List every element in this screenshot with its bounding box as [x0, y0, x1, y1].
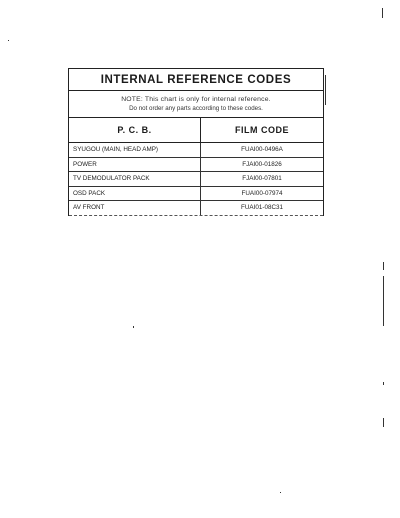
table-row: [69, 187, 323, 202]
film-code-cell: FJAI00-01826: [242, 160, 282, 168]
scan-mark: [383, 418, 384, 427]
scan-mark: [383, 262, 384, 270]
film-code-cell: FUAI01-08C31: [241, 204, 283, 212]
table-title: INTERNAL REFERENCE CODES: [100, 74, 292, 86]
pcb-cell: SYUGOU (MAIN, HEAD AMP): [69, 143, 201, 157]
table-row: [69, 143, 323, 158]
table-row: [69, 172, 323, 187]
film-code-cell: FUAI00-07974: [241, 189, 283, 197]
scan-mark: [382, 8, 383, 18]
scan-mark: [383, 382, 384, 385]
scan-mark: [133, 326, 134, 328]
scan-mark: [280, 492, 281, 493]
header-pcb: P. C. B.: [69, 118, 201, 142]
film-code-cell: FUAI00-0496A: [241, 146, 283, 154]
table-row: [69, 158, 323, 173]
note-line-1: NOTE: This chart is only for internal reference.: [121, 96, 271, 103]
pcb-cell: OSD PACK: [69, 187, 201, 201]
pcb-cell: POWER: [69, 158, 201, 172]
note-line-2: Do not order any parts according to these codes.: [129, 105, 263, 112]
scan-mark: [325, 75, 326, 105]
table-row: [69, 201, 323, 216]
table-title-row: [69, 69, 323, 91]
table-header-row: [69, 118, 323, 143]
header-film-code: FILM CODE: [235, 125, 289, 135]
film-code-cell: FJAI00-07801: [242, 175, 282, 183]
table-note: [69, 91, 323, 118]
scan-mark: [8, 40, 9, 41]
scan-mark: [383, 276, 384, 326]
pcb-cell: AV FRONT: [69, 201, 201, 215]
pcb-cell: TV DEMODULATOR PACK: [69, 172, 201, 186]
reference-codes-table: [68, 68, 324, 216]
